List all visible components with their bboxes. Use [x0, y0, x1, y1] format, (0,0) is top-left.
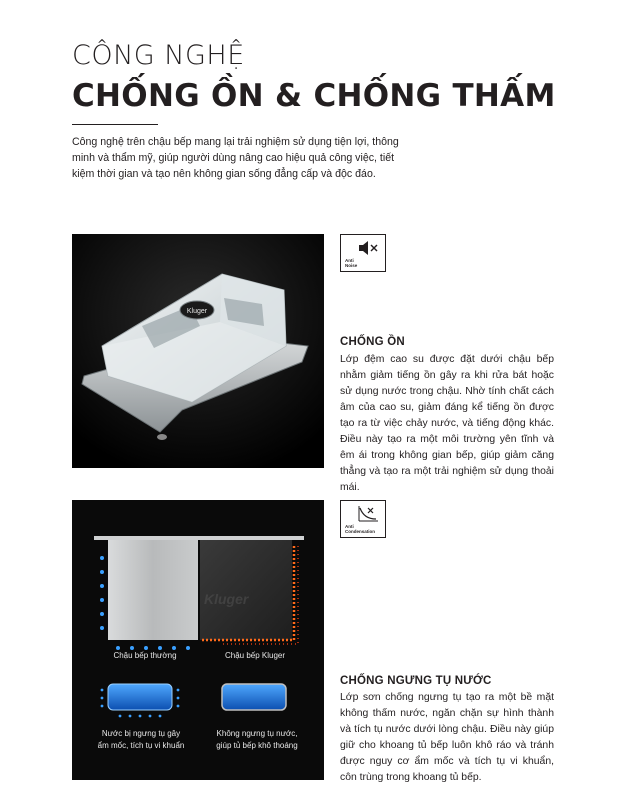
icon-caption-line2: Noise	[345, 263, 358, 268]
page-title-light: CÔNG NGHỆ	[72, 40, 245, 71]
section-body-noise: Lớp đệm cao su được đặt dưới chậu bếp nhằm giảm tiếng ồn gây ra khi rửa bát hoặc sử dụng nước trong chậu. Nhờ tính chất cách âm của cao su, giảm đáng kể tiếng ồn được tạo ra từ việc chảy nước, và tiếng động khác. Điều này tạo ra một môi trường yên tĩnh và êm ái trong không gian bếp, giúp giảm căng thẳng và tạo ra một trải nghiệm sử dụng thoải mái.	[340, 354, 554, 493]
icon-caption-line2: Condensation	[345, 529, 375, 534]
page-title-bold: CHỐNG ỒN & CHỐNG THẤM	[72, 78, 556, 114]
speaker-mute-icon	[357, 240, 379, 256]
icon-caption-line1: Anti	[345, 524, 354, 529]
caption-normal-line1: Nước bị ngưng tụ gây	[101, 729, 181, 738]
anti-condensation-badge	[340, 500, 386, 538]
sink-logo-text: Kluger	[186, 308, 208, 315]
intro-paragraph: Công nghệ trên chậu bếp mang lại trải nghiệm sử dụng tiện lợi, thông minh và thẩm mỹ, giúp người dùng nâng cao hiệu quả công việc, tiết kiệm thời gian và tạo nên không gian sống đẳng cấp và độc đáo.	[72, 136, 399, 180]
title-divider	[72, 124, 158, 125]
label-normal-sink: Chậu bếp thường	[113, 651, 177, 660]
anti-noise-badge	[340, 234, 386, 272]
watermark-text: Kluger	[204, 591, 249, 607]
sink-noise-image	[72, 234, 324, 468]
caption-normal-line2: ẩm mốc, tích tụ vi khuẩn	[97, 741, 185, 750]
section-title-noise: CHỐNG ỒN	[340, 336, 405, 348]
anti-noise-caption	[345, 258, 357, 268]
caption-kluger-line2: giúp tủ bếp khô thoáng	[216, 741, 298, 750]
anti-condensation-caption	[345, 524, 375, 534]
section-title-condensation: CHỐNG NGƯNG TỤ NƯỚC	[340, 675, 492, 687]
caption-kluger-sink	[188, 728, 324, 752]
section-body-condensation: Lớp sơn chống ngưng tụ tạo ra một bề mặt không thấm nước, ngăn chặn sự hình thành và tích tụ nước dưới lòng chậu. Điều này giúp giữ cho khoang tủ bếp luôn khô ráo và tránh được nguy cơ ẩm mốc và tích tụ vi khuẩn, côn trùng trong khoang tủ bếp.	[340, 692, 554, 783]
icon-caption-line1: Anti	[345, 258, 354, 263]
sink-illustration	[72, 234, 324, 468]
label-kluger-sink: Chậu bếp Kluger	[224, 651, 286, 660]
condensation-chart-icon	[356, 505, 380, 523]
condensation-comparison-image	[72, 500, 324, 780]
caption-kluger-line1: Không ngưng tụ nước,	[216, 729, 298, 738]
